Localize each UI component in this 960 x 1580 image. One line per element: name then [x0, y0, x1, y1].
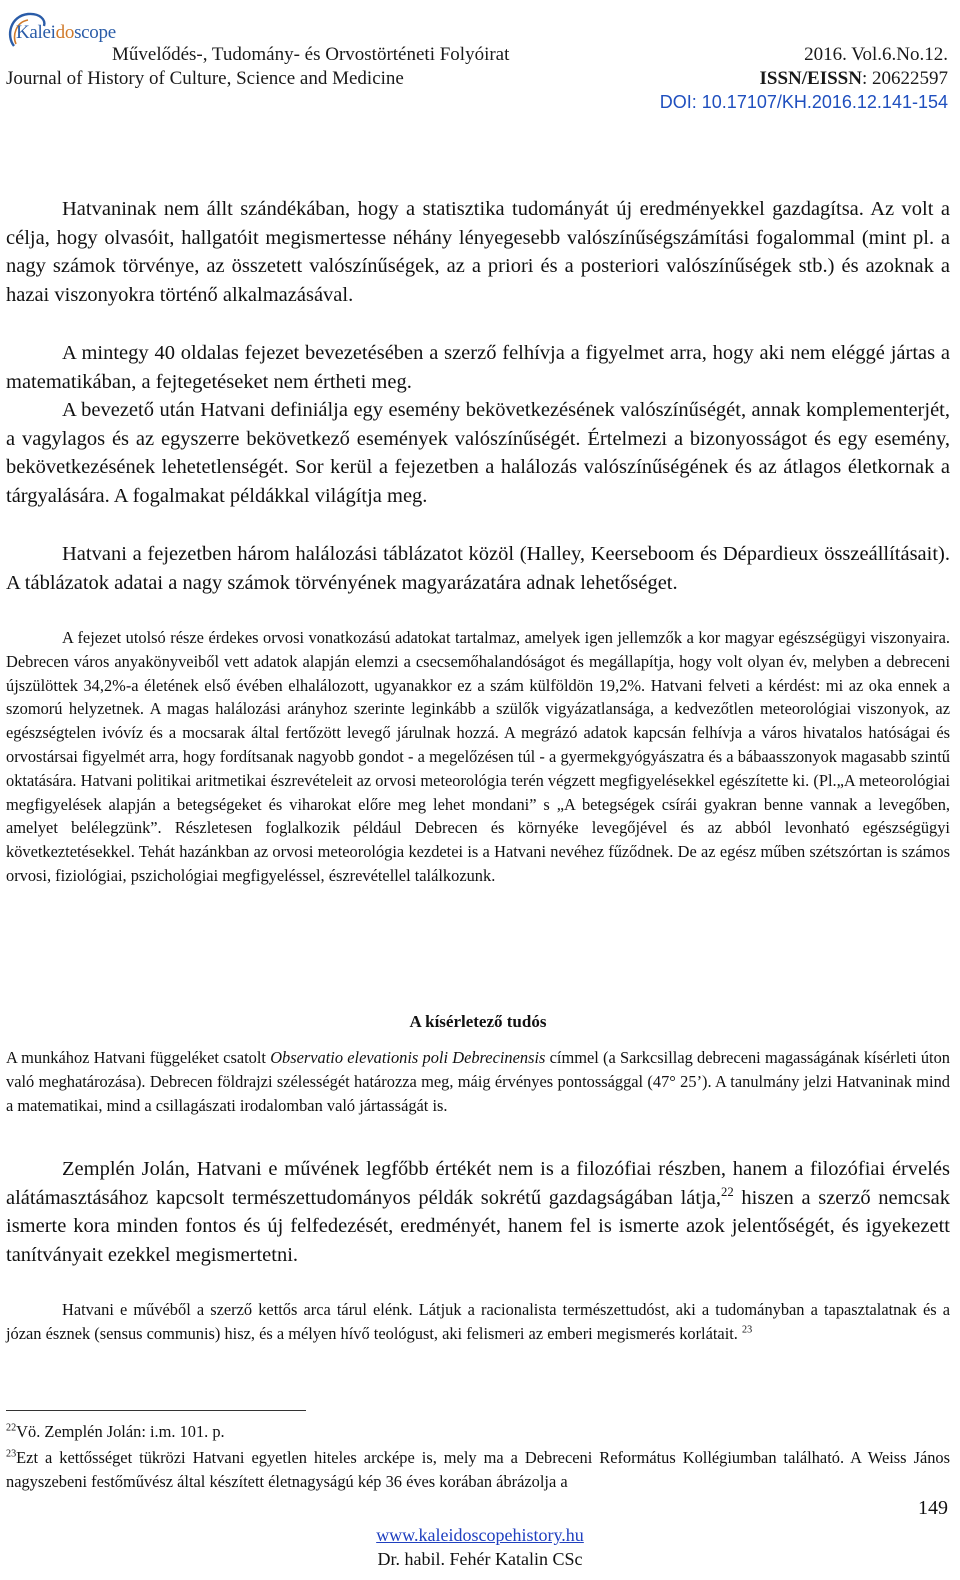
- footnote-23: $^{23}$Ezt a kettősséget tükrözi Hatvani egyetlen hiteles arcképe is, mely ma a Debreceni Református Kollégiumban található. A Weiss János nagyszebeni festőművész által készített életnagyságú kép 36 éves korában ábrázolja a: [6, 1448, 950, 1491]
- paragraph-3: A bevezető után Hatvani definiálja egy esemény bekövetkezésének valószínűségét, annak komplementerjét, a vagylagos és az egyszerre bekövetkező események valószínűségét. Értelmezi a bizonyosságot és egy esemény, bekövetkezésének lehetetlenségét. Sor kerül a fejezetben a halálozás valószínűségének és az átlagos életkornak a tárgyalására. A fogalmakat példákkal világítja meg.: [6, 399, 950, 507]
- journal-title-english: Journal of History of Culture, Science and Medicine: [6, 68, 404, 89]
- issn-info: ISSN/EISSN: 20622597: [759, 68, 948, 89]
- section-heading: A kísérletező tudós: [409, 1012, 547, 1031]
- footnote-ref-23[interactable]: 23: [742, 1324, 753, 1336]
- paragraph-5: A fejezet utolsó része érdekes orvosi vonatkozású adatokat tartalmaz, amelyek igen jellemzők a kor magyar egészségügyi viszonyaira. Debrecen város anyakönyveiből vett adatok alapján elemzi a csecsemőhalandóságot és megállapítja, hogy volt olyan év, melyben a debreceni újszülöttek 34,2%-a életének első évében elhalálozott, ugyanakkor ez a szám külföldön 19,2%. Hatvani felveti a kérdést: mi az oka ennek a szomorú helyzetnek. A magas halálozási arányhoz szerinte leginkább a szülők vigyázatlansága, a kedvezőtlen meteorológiai viszonyok, az egészségtelen ivóvíz és a mocsarak által fertőzött levegő járulnak hozzá. A megrázó adatok kapcsán felhívja a város hivatalos hatóságai és orvostársai figyelmét arra, hogy fordítsanak nagyobb gondot - a megelőzésen túl - a gyermekgyógyászatra és a bábaasszonyok magasabb szintű oktatására. Hatvani politikai aritmetikai észrevételeit az orvosi meteorológia terén végzett megfigyelésekkel egészítette ki. (Pl.„A meteorológiai megfigyelések alapján a betegségeket és viharokat előre meg lehet mondani” s „A betegségek csírái gyakran benne vannak a levegőben, amelyet belélegzünk”. Részletesen foglalkozik például Debrecen és környéke levegőjével és az abból levonható egészségügyi következtetésekkel. Tehát hazánkban az orvosi meteorológia kezdetei is a Hatvani nevéhez fűződnek. De az egész műben szétszórtan is számos orvosi, fiziológiai, pszichológiai megfigyeléssel, észrevétellel találkozunk.: [6, 628, 950, 885]
- website-link[interactable]: www.kaleidoscopehistory.hu: [376, 1525, 584, 1545]
- footnote-22: $^{22}$Vö. Zemplén Jolán: i.m. 101. p.: [6, 1422, 225, 1441]
- page-number: 149: [918, 1497, 948, 1519]
- paragraph-2: A mintegy 40 oldalas fejezet bevezetésében a szerző felhívja a figyelmet arra, hogy aki nem eléggé jártas a matematikában, a fejtegetéseket nem értheti meg.: [6, 342, 950, 393]
- paragraph-4: Hatvani a fejezetben három halálozási táblázatot közöl (Halley, Keerseboom és Dépardieux összeállításait). A táblázatok adatai a nagy számok törvényének magyarázatára adnak lehetőséget.: [6, 543, 950, 594]
- paragraph-8: Hatvani e művéből a szerző kettős arca tárul elénk. Látjuk a racionalista természettudóst, aki a tudományban a tapasztalatnak és a józan észnek (sensus communis) hisz, és a mélyen hívő teológust, aki felismeri az emberi megismerés korlátait. $^{23}$: [6, 1300, 950, 1343]
- paragraph-1: Hatvaninak nem állt szándékában, hogy a statisztika tudományát új eredményekkel gazdagítsa. Az volt a célja, hogy olvasóit, hallgatóit megismertesse néhány lényegesebb valószínűségszámítási fogalommal (mint pl. a nagy számok törvénye, az összetett valószínűségek, az a priori és a posteriori valószínűségek stb.) és azoknak a hazai viszonyokra történő alkalmazásával.: [6, 198, 950, 306]
- work-title: Observatio elevationis poli Debrecinensis: [270, 1048, 546, 1067]
- kaleidoscope-logo: [6, 8, 116, 48]
- footnote-divider: [6, 1410, 306, 1411]
- issue-info: 2016. Vol.6.No.12.: [804, 44, 948, 65]
- logo-wordmark: Kaleidoscope: [16, 22, 116, 43]
- paragraph-6: A munkához Hatvani függeléket csatolt Observatio elevationis poli Debrecinensis címmel (a Sarkcsillag debreceni magasságának kísérleti úton való meghatározása). Debrecen földrajzi szélességét határozza meg, máig érvényes pontossággal (47° 25’). A tanulmány jelzi Hatvaninak mind a matematikai, mind a csillagászati irodalomban való jártasságát is.: [6, 1048, 951, 1115]
- paragraph-7: Zemplén Jolán, Hatvani e művének legfőbb értékét nem is a filozófiai részben, hanem a filozófiai érvelés alátámasztásához kapcsolt természettudományos példák sokrétű gazdagságában látja,$^{22}$ hiszen a szerző nemcsak ismerte kora minden fontos és új felfedezését, eredményét, hanem fel is ismerte azok jelentőségét, és igyekezett tanítványait ezekkel megismertetni.: [6, 1158, 950, 1266]
- footnote-ref-22[interactable]: 22: [720, 1184, 734, 1199]
- doi-link[interactable]: DOI: 10.17107/KH.2016.12.141-154: [659, 92, 948, 112]
- editor-name: Dr. habil. Fehér Katalin CSc: [377, 1549, 583, 1569]
- journal-title-hungarian: Művelődés-, Tudomány- és Orvostörténeti Folyóirat: [112, 44, 510, 65]
